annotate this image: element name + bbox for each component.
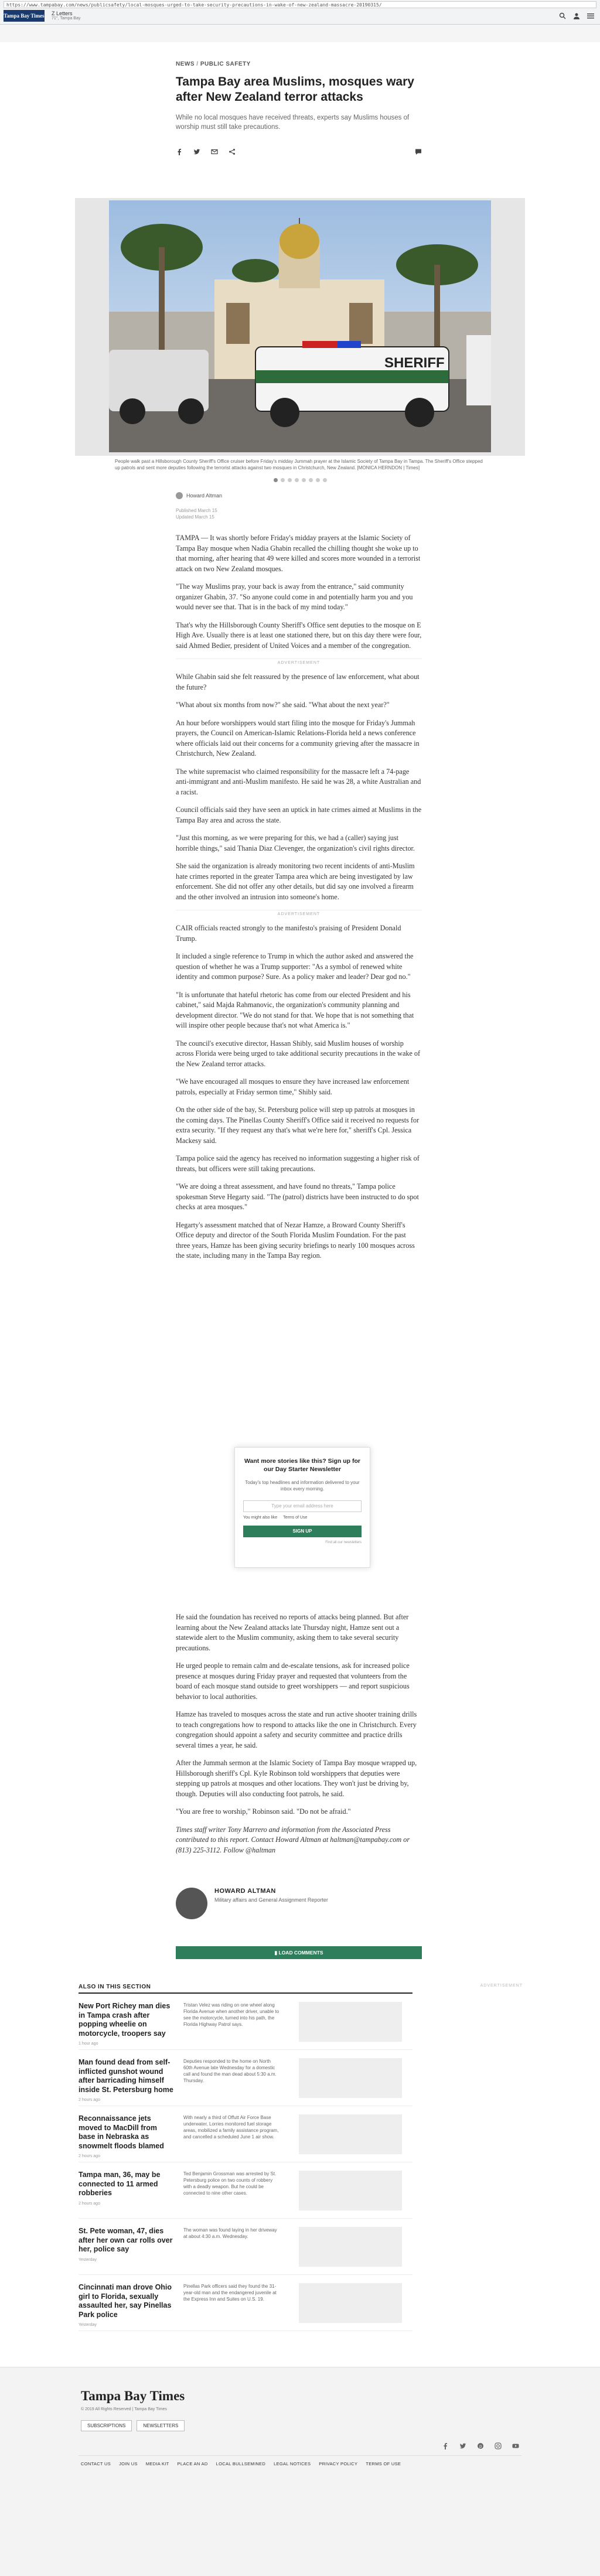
footer-logo[interactable]: Tampa Bay Times — [81, 2389, 185, 2403]
load-comments-button[interactable] — [176, 1946, 422, 1959]
list-item[interactable] — [79, 2050, 412, 2106]
story-title[interactable]: St. Pete woman, 47, dies after her own car rolls over her, police say — [79, 2227, 173, 2253]
story-thumbnail[interactable] — [299, 2283, 402, 2323]
photo-caption: People walk past a Hillsborough County Sheriff's Office cruiser before Friday's midday Jummah prayer at the Islamic Society of Tampa Bay in Tampa. The Sheriff's Office stepped up patrols and sent more deputies following the terrorist attacks against two mosques in Christchurch, New Zealand. [MONICA HERNDON | Times] — [115, 459, 483, 470]
share-bar — [176, 148, 422, 155]
story-time: 2 hours ago — [79, 2098, 100, 2102]
instagram-icon[interactable] — [495, 2442, 502, 2449]
breadcrumb — [176, 61, 422, 67]
article-body-part-1 — [176, 533, 422, 1269]
ad-label: ADVERTISEMENT — [176, 910, 422, 916]
article-paragraph: CAIR officials reacted strongly to the manifesto's praising of President Donald Trump. — [176, 924, 401, 943]
article-paragraph: "It is unfortunate that hateful rhetoric has come from our elected President and his cabinet," said Majda Rahmanovic, the organization's community planning and development director. "We do not stand for that. We hope that is not something that will inspire other people because that's not what America is." — [176, 990, 414, 1029]
author-card — [176, 1888, 422, 1919]
svg-text:SHERIFF: SHERIFF — [384, 355, 445, 371]
story-thumbnail[interactable] — [299, 2171, 402, 2210]
article-paragraph: "The way Muslims pray, your back is away from the entrance," said community organizer Ghabin, 37. "So anyone could come in and potentially harm you and you would never see that. That is in the back of my mind today." — [176, 582, 413, 611]
story-time: 1 hour ago — [79, 2042, 98, 2046]
story-title[interactable]: New Port Richey man dies in Tampa crash after popping wheelie on motorcycle, troopers say — [79, 2002, 171, 2038]
article-paragraph: "Just this morning, as we were preparing for this, we had a (caller) saying just horrible things," said Thania Diaz Clevenger, the organization's civil rights director. — [176, 834, 415, 852]
article-paragraph: She said the organization is already monitoring two recent incidents of anti-Muslim hate crimes reported in the greater Tampa area which are being investigated by law enforcement. She did not offer any other details, but did say one involved a firearm and the other involved an intrusion into someone's home. — [176, 862, 415, 901]
story-time: Yesterday — [79, 2323, 97, 2327]
gallery-dot[interactable] — [302, 478, 306, 482]
gallery-dot[interactable] — [274, 478, 278, 482]
footer-link[interactable]: JOIN US — [119, 2461, 138, 2466]
footer-divider — [79, 2455, 521, 2456]
user-icon[interactable] — [573, 12, 581, 19]
story-thumbnail[interactable] — [299, 2227, 402, 2267]
sign-up-button[interactable]: SIGN UP — [243, 1526, 362, 1537]
gallery-dot[interactable] — [309, 478, 313, 482]
footer-link[interactable]: TERMS OF USE — [366, 2461, 401, 2466]
gallery-dot[interactable] — [288, 478, 292, 482]
avatar — [176, 492, 183, 499]
article-dates — [176, 507, 422, 520]
article-paragraph: He urged people to remain calm and de-escalate tensions, ask for increased police presence at mosques during Friday prayer and requested that volunteers from the board of each mosque stand outside to greet worshippers — and report suspicious behavior to local authorities. — [176, 1661, 410, 1701]
email-field[interactable]: Type your email address here — [243, 1500, 362, 1512]
story-time: 2 hours ago — [79, 2201, 100, 2206]
hero-photo[interactable] — [109, 200, 491, 452]
author-photo[interactable] — [176, 1888, 207, 1919]
newsletter-subtitle: Today's top headlines and information delivered to your inbox every morning. — [245, 1480, 360, 1492]
header-icons — [559, 12, 595, 19]
story-summary: The woman was found laying in her driveway at about 4:30 a.m. Wednesday. — [183, 2227, 277, 2239]
article-paragraph: "You are free to worship," Robinson said. "Do not be afraid." — [176, 1807, 351, 1816]
story-thumbnail[interactable] — [299, 2058, 402, 2098]
story-title[interactable]: Tampa man, 36, may be connected to 11 armed robberies — [79, 2171, 161, 2197]
article-paragraph: While Ghabin said she felt reassured by the presence of law enforcement, what about the future? — [176, 673, 420, 691]
footer-link[interactable]: LOCAL BULLSEMINED — [216, 2461, 266, 2466]
author-name[interactable]: Howard Altman — [186, 493, 223, 499]
footer-link[interactable]: PLACE AN AD — [177, 2461, 208, 2466]
mosque-photo-illustration — [109, 200, 491, 452]
facebook-icon[interactable] — [442, 2442, 449, 2449]
newsletter-option[interactable]: You might also like — [243, 1516, 278, 1520]
story-summary: With nearly a third of Offutt Air Force Base underwater, Lorries monitored fuel storage areas, mobilized a family assistance program, and cancelled a scheduled June 1 air show. — [183, 2115, 279, 2140]
twitter-icon[interactable] — [459, 2442, 466, 2449]
subscriptions-button[interactable]: SUBSCRIPTIONS — [81, 2420, 132, 2431]
article-paragraph: TAMPA — It was shortly before Friday's midday prayers at the Islamic Society of Tampa Bay mosque when Nadia Ghabin recalled the chilling thought she woke up to that morning, after hearing that 49 were killed and scores more wounded in a terrorist attack on two New Zealand mosques. — [176, 534, 421, 573]
article-paragraph: The white supremacist who claimed responsibility for the massacre left a 74-page anti-immigrant and anti-Muslim manifesto. He said he was 28, a white Australian and a racist. — [176, 767, 421, 796]
article-paragraph: "What about six months from now?" she said. "What about the next year?" — [176, 701, 390, 709]
footer-social — [442, 2442, 519, 2449]
author-card-role: Military affairs and General Assignment Reporter — [214, 1897, 328, 1903]
share-icon[interactable] — [229, 148, 236, 155]
article-paragraph: Tampa police said the agency has received no information suggesting a higher risk of threats, but officers were still taking precautions. — [176, 1154, 420, 1173]
side-ad-label: ADVERTISEMENT — [480, 1984, 523, 1988]
article-paragraph: An hour before worshippers would start filing into the mosque for Friday's Jummah prayers, the Council on American-Islamic Relations-Florida held a news conference where officials laid out their concerns for a community grieving after the massacre in Christchurch, New Zealand. — [176, 718, 420, 758]
ad-label: ADVERTISEMENT — [176, 658, 422, 665]
article-paragraph: Hegarty's assessment matched that of Nezar Hamze, a Broward County Sheriff's Office deputy and director of the South Florida Muslim Foundation. For the past three years, Hamze has been giving security briefings to nearly 100 mosques across the state, including many in the Tampa Bay region. — [176, 1220, 415, 1260]
list-item[interactable] — [79, 2219, 412, 2275]
weather-sub: 71°, Tampa Bay — [52, 16, 81, 21]
footer-buttons — [81, 2420, 185, 2431]
all-newsletters-link[interactable]: Find all our newsletters — [325, 1541, 362, 1544]
weather-widget — [52, 11, 80, 21]
story-summary: Pinellas Park officers said they found the 31-year-old man and the endangered juvenile at the Express Inn and Suites on U.S. 19. — [183, 2284, 277, 2302]
load-comments-label: LOAD COMMENTS — [278, 1950, 323, 1956]
weather-temp: Z Letters — [52, 11, 73, 16]
article-header — [176, 61, 422, 155]
article-paragraph: On the other side of the bay, St. Petersburg police will step up patrols at mosques in the coming days. The Pinellas County Sheriff's Office said it received no requests for extra security. "If they request any that's what we're here for," sheriff's Cpl. Jessica Mackesy said. — [176, 1106, 420, 1145]
gallery-dots — [109, 478, 491, 482]
article-tagline — [176, 1825, 422, 1856]
article-paragraph: "We have encouraged all mosques to ensure they have increased law enforcement patrols, especially at Friday sermon time," Shibly said. — [176, 1077, 410, 1096]
facebook-icon[interactable] — [176, 148, 183, 155]
gallery-dot[interactable] — [295, 478, 299, 482]
article-paragraph: Council officials said they have seen an uptick in hate crimes aimed at Muslims in the Tampa Bay area and across the state. — [176, 806, 422, 824]
leaderboard-ad-area — [0, 25, 600, 42]
list-item[interactable] — [79, 2162, 412, 2219]
tagline-text: Times staff writer Tony Marrero and information from the Associated Press contributed to this report. Contact Howard Altman at haltman@tampabay.com or (813) 225-3112. Follow @haltman — [176, 1825, 410, 1854]
article-body-part-2 — [176, 1612, 422, 1863]
published-date: Published March 15 — [176, 508, 217, 513]
author-card-name[interactable]: HOWARD ALTMAN — [214, 1888, 276, 1895]
also-in-section — [79, 1984, 412, 2331]
youtube-icon[interactable] — [512, 2442, 519, 2449]
url-bar[interactable]: https://www.tampabay.com/news/publicsafety/local-mosques-urged-to-take-security-precautions-in-wake-of-new-zealand-massacre-20190315/ — [4, 1, 596, 8]
hero-caption-area — [109, 456, 491, 482]
article-paragraph: "We are doing a threat assessment, and have found no threats," Tampa police spokesman Steve Hegarty said. "The (patrol) districts have been instructed to do spot checks at area mosques." — [176, 1182, 419, 1211]
breadcrumb-public-safety[interactable]: / PUBLIC SAFETY — [195, 61, 251, 67]
article-paragraph: He said the foundation has received no reports of attacks being planned. But after learning about the New Zealand attacks late Thursday night, Hamze sent out a statewide alert to the Muslim community, asking them to take several security precautions. — [176, 1613, 409, 1652]
browser-chrome — [0, 0, 600, 25]
pinterest-icon[interactable] — [477, 2442, 484, 2449]
comments-icon: ▮ — [274, 1950, 279, 1956]
footer-link[interactable]: PRIVACY POLICY — [319, 2461, 358, 2466]
also-heading: ALSO IN THIS SECTION — [79, 1984, 412, 1994]
newsletter-signup — [234, 1447, 370, 1568]
footer-links — [81, 2461, 401, 2466]
newsletter-title: Want more stories like this? Sign up for our Day Starter Newsletter — [244, 1458, 360, 1473]
list-item[interactable] — [79, 2275, 412, 2331]
article-paragraph: It included a single reference to Trump in which the author asked and answered the question of whether he was a Trump supporter: "As a symbol of renewed white identity and common purpose? Sure. As a policy maker and leader? Dear god no." — [176, 952, 414, 981]
article-paragraph: After the Jummah sermon at the Islamic Society of Tampa Bay mosque wrapped up, Hillsborough sheriff's Cpl. Kyle Robinson told worshippers that deputies were stepping up patrols at mosques and other locations. They won't just be driving by, though. Deputies will also conducting foot patrols, he said. — [176, 1759, 417, 1798]
article-paragraph: Hamze has traveled to mosques across the state and run active shooter training drills to teach congregations how to respond to attacks like the one in Christchurch. Every congregation should appoint a safety and security committee and practice drills several times a year, he said. — [176, 1710, 417, 1749]
byline — [176, 492, 422, 499]
site-logo[interactable]: Tampa Bay Times — [4, 10, 45, 22]
menu-icon[interactable] — [587, 12, 595, 19]
story-time: 2 hours ago — [79, 2154, 100, 2158]
article-dek: While no local mosques have received threats, experts say Muslims houses of worship must still take precautions. — [176, 114, 410, 131]
article-paragraph: The council's executive director, Hassan Shibly, said Muslim houses of worship across Florida were being urged to take additional security precautions in the wake of the New Zealand terror attacks. — [176, 1039, 421, 1068]
list-item[interactable] — [79, 2106, 412, 2162]
gallery-dot[interactable] — [316, 478, 320, 482]
story-thumbnail[interactable] — [299, 2002, 402, 2042]
footer-copyright: © 2019 All Rights Reserved | Tampa Bay Times — [81, 2407, 167, 2411]
gallery-dot[interactable] — [323, 478, 327, 482]
updated-date: Updated March 15 — [176, 514, 214, 520]
breadcrumb-news[interactable]: NEWS — [176, 61, 195, 67]
newsletters-button[interactable]: NEWSLETTERS — [137, 2420, 185, 2431]
list-item[interactable] — [79, 1994, 412, 2050]
newsletter-options — [243, 1516, 362, 1520]
email-icon[interactable] — [211, 148, 218, 155]
story-time: Yesterday — [79, 2257, 97, 2262]
gallery-dot[interactable] — [281, 478, 285, 482]
footer-link[interactable]: LEGAL NOTICES — [274, 2461, 311, 2466]
comments-icon[interactable] — [415, 148, 422, 155]
twitter-icon[interactable] — [193, 148, 200, 155]
page-title: Tampa Bay area Muslims, mosques wary after New Zealand terror attacks — [176, 75, 414, 104]
newsletter-terms[interactable]: Terms of Use — [283, 1516, 308, 1520]
story-summary: Tristan Velez was riding on one wheel along Florida Avenue when another driver, unable to see the motorcycle, turned into his path, the Florida Highway Patrol says. — [183, 2002, 279, 2027]
site-footer — [0, 2367, 600, 2576]
svg-text:p: p — [479, 2444, 482, 2449]
story-thumbnail[interactable] — [299, 2114, 402, 2154]
story-summary: Ted Benjamin Grossman was arrested by St. Petersburg police on two counts of robbery with a deadly weapon. But he could be connected to nine other cases. — [183, 2171, 277, 2196]
story-title[interactable]: Reconnaissance jets moved to MacDill from base in Nebraska as snowmelt floods blamed — [79, 2114, 164, 2150]
footer-link[interactable]: MEDIA KIT — [145, 2461, 169, 2466]
footer-link[interactable]: CONTACT US — [81, 2461, 111, 2466]
story-title[interactable]: Cincinnati man drove Ohio girl to Florida, sexually assaulted her, say Pinellas Park police — [79, 2283, 172, 2319]
story-summary: Deputies responded to the home on North 60th Avenue late Wednesday for a domestic call and found the man dead about 5:30 a.m. Thursday. — [183, 2059, 277, 2083]
article-paragraph: That's why the Hillsborough County Sheriff's Office sent deputies to the mosque on E High Ave. Usually there is at least one stationed there, but on this day there were four, said Ahmed Bedier, president of United Voices and a member of the congregation. — [176, 620, 422, 650]
search-icon[interactable] — [559, 12, 567, 19]
story-title[interactable]: Man found dead from self-inflicted gunshot wound after barricading himself inside St. Petersburg home — [79, 2058, 173, 2094]
